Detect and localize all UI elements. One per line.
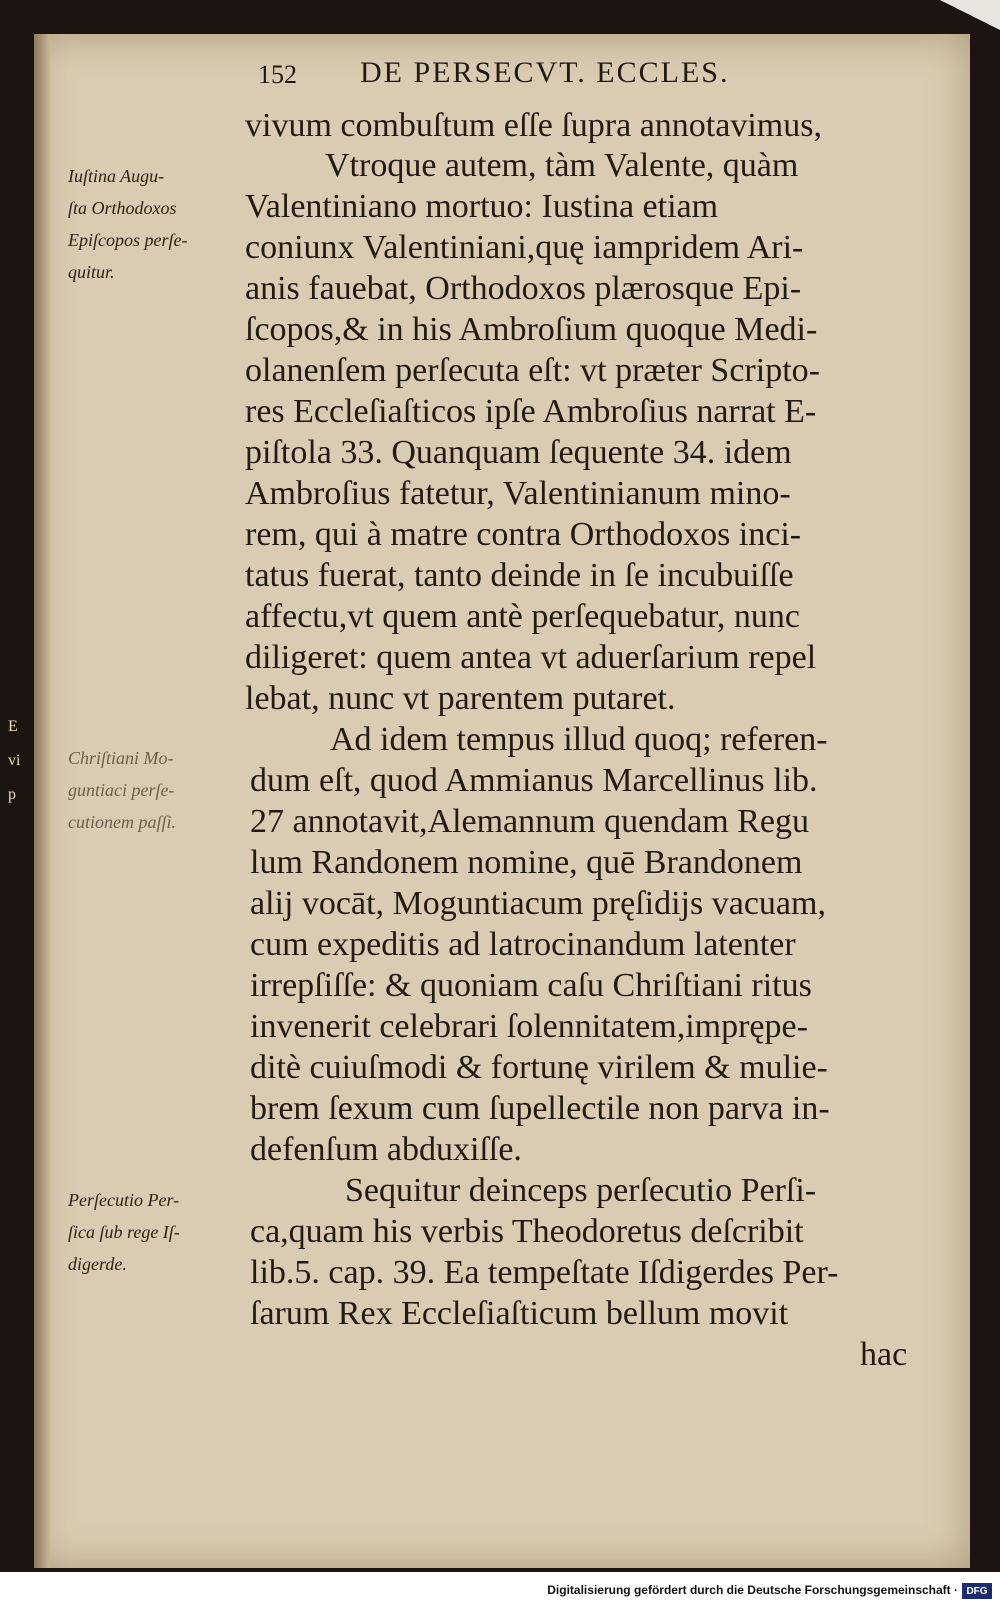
text-line: irrepſiſſe: & quoniam caſu Chriſtiani ritus [250, 967, 812, 1004]
text-line: olanenſem perſecuta eſt: vt præter Scripto- [245, 352, 820, 389]
margin-note: Perſecutio Per- ſica ſub rege Iſ- digerde. [68, 1190, 180, 1274]
adjacent-page-fragment: E vi p [8, 718, 21, 803]
text-line: ſarum Rex Eccleſiaſticum bellum movit [250, 1295, 789, 1332]
text-line: defenſum abduxiſſe. [250, 1131, 522, 1168]
text-line: res Eccleſiaſticos ipſe Ambroſius narrat E- [245, 393, 817, 430]
text-line: Sequitur deinceps perſecutio Perſi- [345, 1172, 817, 1209]
text-line: coniunx Valentiniani,quę iampridem Ari- [245, 229, 804, 266]
digitization-credit: Digitalisierung gefördert durch die Deutsche Forschungsgemeinschaft · [547, 1583, 958, 1597]
margin-note: Chriſtiani Mo- guntiaci perſe- cutionem paſſi. [68, 748, 176, 832]
text-line: 27 annotavit,Alemannum quendam Regu [250, 803, 809, 840]
text-line: dum eſt, quod Ammianus Marcellinus lib. [250, 762, 818, 799]
dfg-logo: DFG [962, 1583, 992, 1599]
text-line: ditè cuiuſmodi & fortunę virilem & mulie- [250, 1049, 828, 1086]
text-line: diligeret: quem antea vt aduerſarium repel [245, 639, 817, 676]
text-line: ca,quam his verbis Theodoretus deſcribit [250, 1213, 804, 1250]
text-line: invenerit celebrari ſolennitatem,imprępe- [250, 1008, 808, 1045]
text-line: lib.5. cap. 39. Ea tempeſtate Iſdigerdes Per- [250, 1254, 839, 1291]
catchword: hac [860, 1336, 908, 1373]
text-line: rem, qui à matre contra Orthodoxos inci- [245, 516, 802, 553]
text-line: Vtroque autem, tàm Valente, quàm [325, 147, 799, 184]
text-line: Ad idem tempus illud quoq; referen- [330, 721, 828, 758]
page-number: 152 [258, 60, 297, 89]
text-line: tatus fuerat, tanto deinde in ſe incubuiſſe [245, 557, 794, 594]
text-line: piſtola 33. Quanquam ſequente 34. idem [245, 434, 792, 471]
text-line: lebat, nunc vt parentem putaret. [245, 680, 676, 717]
text-line: affectu,vt quem antè perſequebatur, nunc [245, 598, 800, 635]
text-line: Valentiniano mortuo: Iustina etiam [245, 188, 719, 225]
text-line: cum expeditis ad latrocinandum latenter [250, 926, 796, 963]
text-line: alij vocāt, Moguntiacum pręſidijs vacuam, [250, 885, 826, 922]
page-header [0, 56, 1000, 96]
text-line: brem ſexum cum ſupellectile non parva in- [250, 1090, 830, 1127]
page-gutter [34, 34, 50, 1568]
text-line: anis fauebat, Orthodoxos plærosque Epi- [245, 270, 802, 307]
margin-note: Iuſtina Augu- ſta Orthodoxos Epiſcopos perſe- quitur. [68, 166, 188, 282]
text-line: vivum combuſtum eſſe ſupra annotavimus, [245, 107, 822, 144]
text-line: ſcopos,& in his Ambroſium quoque Medi- [245, 311, 818, 348]
text-line: Ambroſius fatetur, Valentinianum mino- [245, 475, 791, 512]
running-head: DE PERSECVT. ECCLES. [360, 56, 730, 89]
text-line: lum Randonem nomine, quē Brandonem [250, 844, 803, 881]
